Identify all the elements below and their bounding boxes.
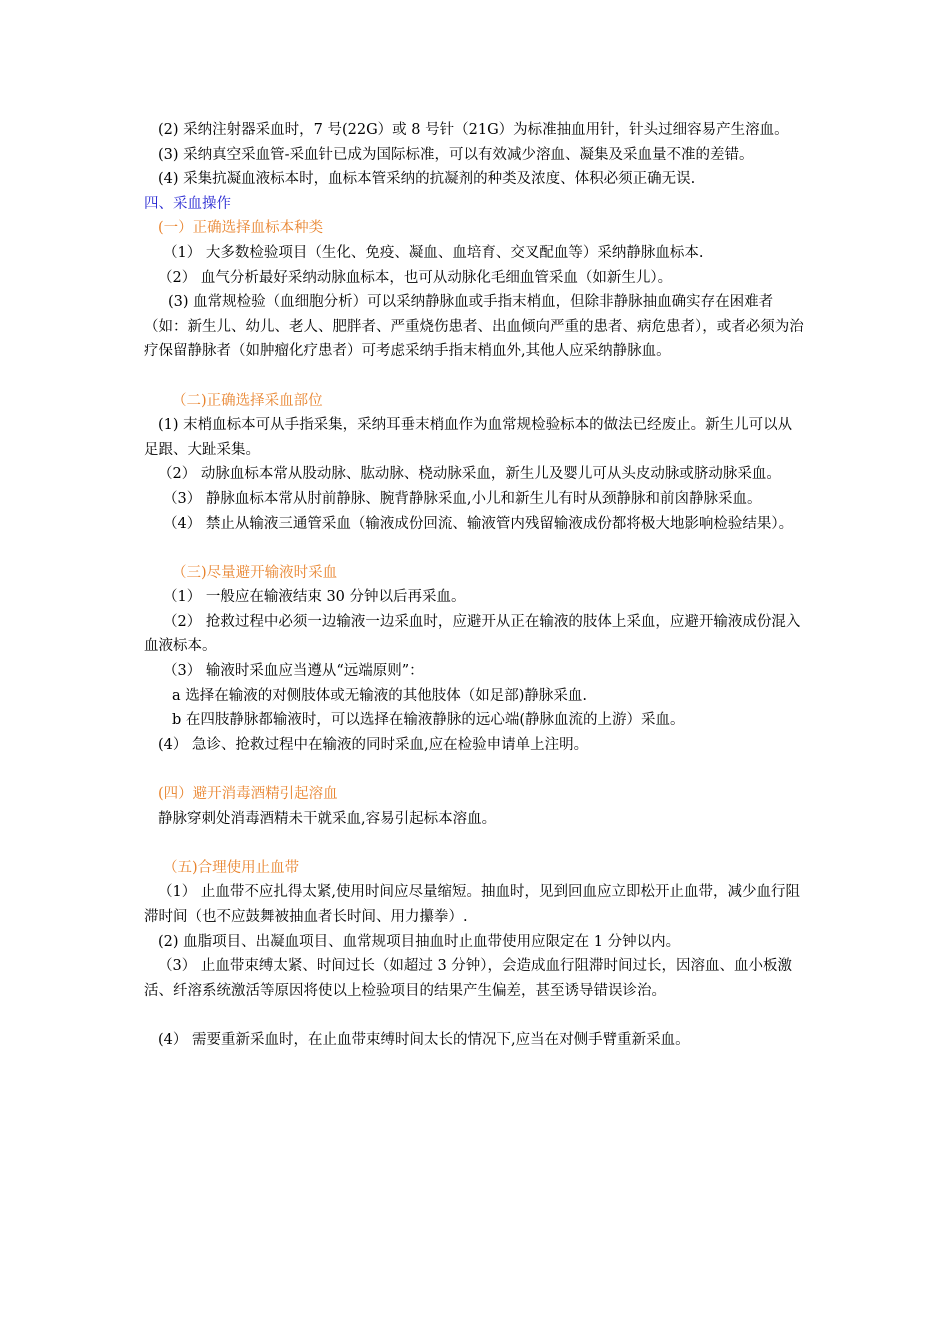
blank-line [144, 364, 804, 389]
paragraph: （3） 止血带束缚太紧、时间过长（如超过 3 分钟），会造成血行阻滞时间过长，因溶血、血小板激活、纤溶系统激活等原因将使以上检验项目的结果产生偏差，甚至诱导错误诊治。 [144, 958, 793, 999]
paragraph: （1） 一般应在输液结束 30 分钟以后再采血。 [163, 589, 466, 606]
paragraph: (4） 急诊、抢救过程中在输液的同时采血,应在检验申请单上注明。 [158, 736, 589, 753]
paragraph: （2） 抢救过程中必须一边输液一边采血时，应避开从正在输液的肢体上采血，应避开输液成份混入血液标本。 [144, 613, 801, 655]
paragraph: (3) 采纳真空采血管-采血针已成为国际标准，可以有效减少溶血、凝集及采血量不准的差错。 [158, 146, 754, 163]
paragraph: (2) 采纳注射器采血时，7 号(22G）或 8 号针（21G）为标准抽血用针，针头过细容易产生溶血。 [158, 122, 789, 138]
paragraph: (1) 末梢血标本可从手指采集，采纳耳垂末梢血作为血常规检验标本的做法已经废止。新生儿可以从足跟、大趾采集。 [144, 417, 793, 458]
subsection-heading: (四）避开消毒酒精引起溶血 [158, 786, 338, 803]
section-heading: 四、采血操作 [144, 195, 231, 212]
subsection-heading: （二)正确选择采血部位 [172, 392, 323, 409]
paragraph: (2) 血脂项目、出凝血项目、血常规项目抽血时止血带使用应限定在 1 分钟以内。 [158, 933, 681, 950]
paragraph: (4) 采集抗凝血液标本时，血标本管采纳的抗凝剂的种类及浓度、体积必须正确无误. [158, 171, 696, 188]
paragraph: （2） 动脉血标本常从股动脉、肱动脉、桡动脉采血，新生儿及婴儿可从头皮动脉或脐动脉采血。 [158, 466, 781, 483]
blank-line [144, 536, 804, 561]
blank-line [144, 831, 804, 856]
blank-line [144, 1003, 804, 1028]
paragraph: (3) 血常规检验（血细胞分析）可以采纳静脉血或手指末梢血，但除非静脉抽血确实存在困难者（如：新生儿、幼儿、老人、肥胖者、严重烧伤患者、出血倾向严重的患者、病危患者），或者必须为治疗保留静脉者（如肿瘤化疗患者）可考虑采纳手指末梢血外,其他人应采纳静脉血。 [144, 294, 804, 360]
document-page [144, 118, 804, 1053]
subsection-heading: (一）正确选择血标本种类 [158, 220, 324, 237]
paragraph: （1） 止血带不应扎得太紧,使用时间应尽量缩短。抽血时，见到回血应立即松开止血带，减少血行阻滞时间（也不应鼓舞被抽血者长时间、用力攥拳）. [144, 884, 800, 925]
subsection-heading: （三)尽量避开输液时采血 [172, 564, 338, 581]
paragraph: a 选择在输液的对侧肢体或无输液的其他肢体（如足部)静脉采血. [172, 687, 588, 704]
blank-line [144, 757, 804, 782]
paragraph: （3） 静脉血标本常从肘前静脉、腕背静脉采血,小儿和新生儿有时从颈静脉和前囟静脉采血。 [163, 490, 762, 507]
paragraph: （3） 输液时采血应当遵从“远端原则”： [163, 663, 424, 680]
paragraph: （4） 禁止从输液三通管采血（输液成份回流、输液管内残留输液成份都将极大地影响检验结果）。 [163, 515, 794, 532]
paragraph: （1） 大多数检验项目（生化、免疫、凝血、血培育、交叉配血等）采纳静脉血标本. [163, 244, 704, 261]
paragraph: (4） 需要重新采血时，在止血带束缚时间太长的情况下,应当在对侧手臂重新采血。 [158, 1031, 690, 1048]
paragraph: 静脉穿刺处消毒酒精未干就采血,容易引起标本溶血。 [158, 810, 497, 827]
paragraph: （2） 血气分析最好采纳动脉血标本，也可从动脉化毛细血管采血（如新生儿）。 [158, 269, 673, 286]
paragraph: b 在四肢静脉都输液时，可以选择在输液静脉的远心端(静脉血流的上游）采血。 [172, 712, 685, 729]
subsection-heading: （五)合理使用止血带 [163, 859, 300, 876]
